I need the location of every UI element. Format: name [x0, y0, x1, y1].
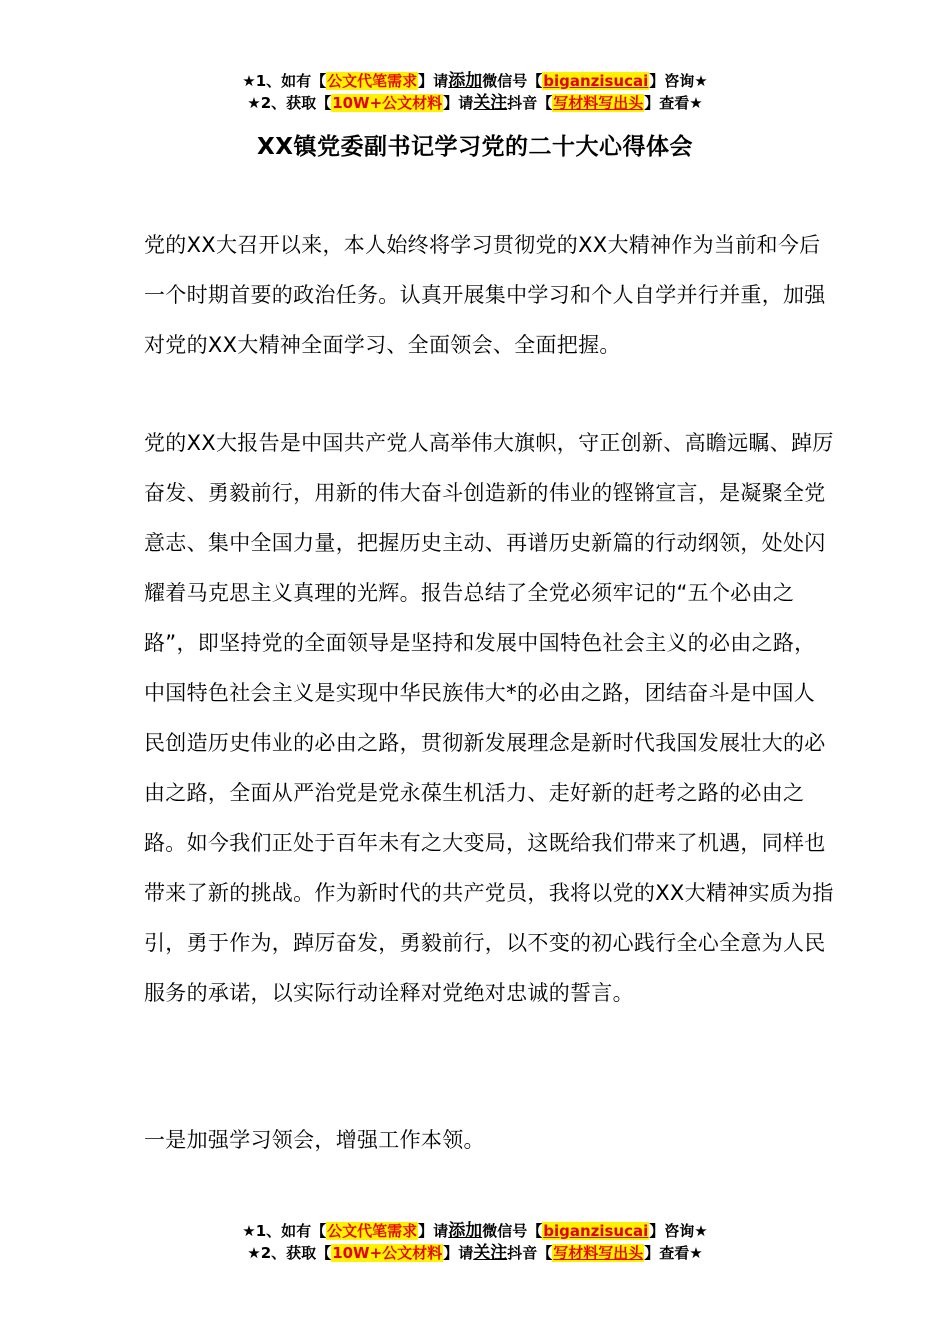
banner-text: 】咨询★: [649, 1222, 708, 1240]
banner-text: 】咨询★: [649, 72, 708, 90]
highlight-douyin-account[interactable]: 写材料写出头: [553, 94, 644, 112]
banner-text: ★2、获取【: [247, 1244, 332, 1262]
paragraph-text: 党的XX大报告是中国共产党人高举伟大旗帜，守正创新、高瞻远瞩、踔厉奋发、勇毅前行，用新的伟大奋斗创造新的伟业的铿锵宣言，是凝聚全党意志、集中全国力量，把握历史主动、再谱历史新篇的行动纲领，处处闪耀着马克思主义真理的光辉。报告总结了全党必须牢记的“五个必由之路”，即坚持党的全面领导是坚持和发展中国特色社会主义的必由之路，中国特色社会主义是实现中华民族伟大*的必由之路，团结奋斗是中国人民创造历史伟业的必由之路，贯彻新发展理念是新时代我国发展壮大的必由之路，全面从严治党是党永葆生机活力、走好新的赶考之路的必由之路。如今我们正处于百年未有之大变局，这既给我们带来了机遇，同样也带来了新的挑战。作为新时代的共产党员，我将以党的XX大精神实质为指引，勇于作为，踔厉奋发，勇毅前行，以不变的初心践行全心全意为人民服务的承诺，以实际行动诠释对党绝对忠诚的誓言。: [144, 431, 834, 1005]
highlight-douyin-account[interactable]: 写材料写出头: [553, 1244, 644, 1262]
banner-line-1: [0, 70, 950, 92]
underlined-action: 关注: [473, 1243, 508, 1263]
banner-text: ★2、获取【: [247, 94, 332, 112]
banner-text: 微信号【: [482, 1222, 543, 1240]
banner-text: 抖音【: [507, 94, 553, 112]
banner-text: 】请: [443, 1244, 474, 1262]
banner-text: 微信号【: [482, 72, 543, 90]
paragraph-3: [144, 1115, 834, 1165]
highlight-service: 公文代笔需求: [327, 1222, 418, 1240]
highlight-materials: 10W+公文材料: [332, 94, 443, 112]
banner-line-2: [0, 1242, 950, 1264]
underlined-action: 添加: [448, 71, 483, 91]
paragraph-text: 党的XX大召开以来，本人始终将学习贯彻党的XX大精神作为当前和今后一个时期首要的政治任务。认真开展集中学习和个人自学并行并重，加强对党的XX大精神全面学习、全面领会、全面把握。: [144, 233, 826, 357]
banner-text: 】查看★: [644, 1244, 703, 1262]
banner-line-1: [0, 1220, 950, 1242]
banner-text: ★1、如有【: [242, 72, 327, 90]
document-title: XX镇党委副书记学习党的二十大心得体会: [257, 134, 693, 160]
highlight-materials: 10W+公文材料: [332, 1244, 443, 1262]
paragraph-text: 一是加强学习领会，增强工作本领。: [144, 1128, 485, 1152]
banner-text: 】查看★: [644, 94, 703, 112]
banner-text: ★1、如有【: [242, 1222, 327, 1240]
underlined-action: 添加: [448, 1221, 483, 1241]
paragraph-1: [144, 220, 834, 370]
paragraph-2: [144, 418, 834, 1018]
highlight-wechat-id[interactable]: biganzisucai: [543, 72, 649, 90]
banner-text: 】请: [443, 94, 474, 112]
underlined-action: 关注: [473, 93, 508, 113]
banner-text: 抖音【: [507, 1244, 553, 1262]
top-banner: [0, 70, 950, 114]
highlight-service: 公文代笔需求: [327, 72, 418, 90]
highlight-wechat-id[interactable]: biganzisucai: [543, 1222, 649, 1240]
banner-text: 】请: [418, 72, 449, 90]
bottom-banner: [0, 1220, 950, 1264]
banner-text: 】请: [418, 1222, 449, 1240]
banner-line-2: [0, 92, 950, 114]
